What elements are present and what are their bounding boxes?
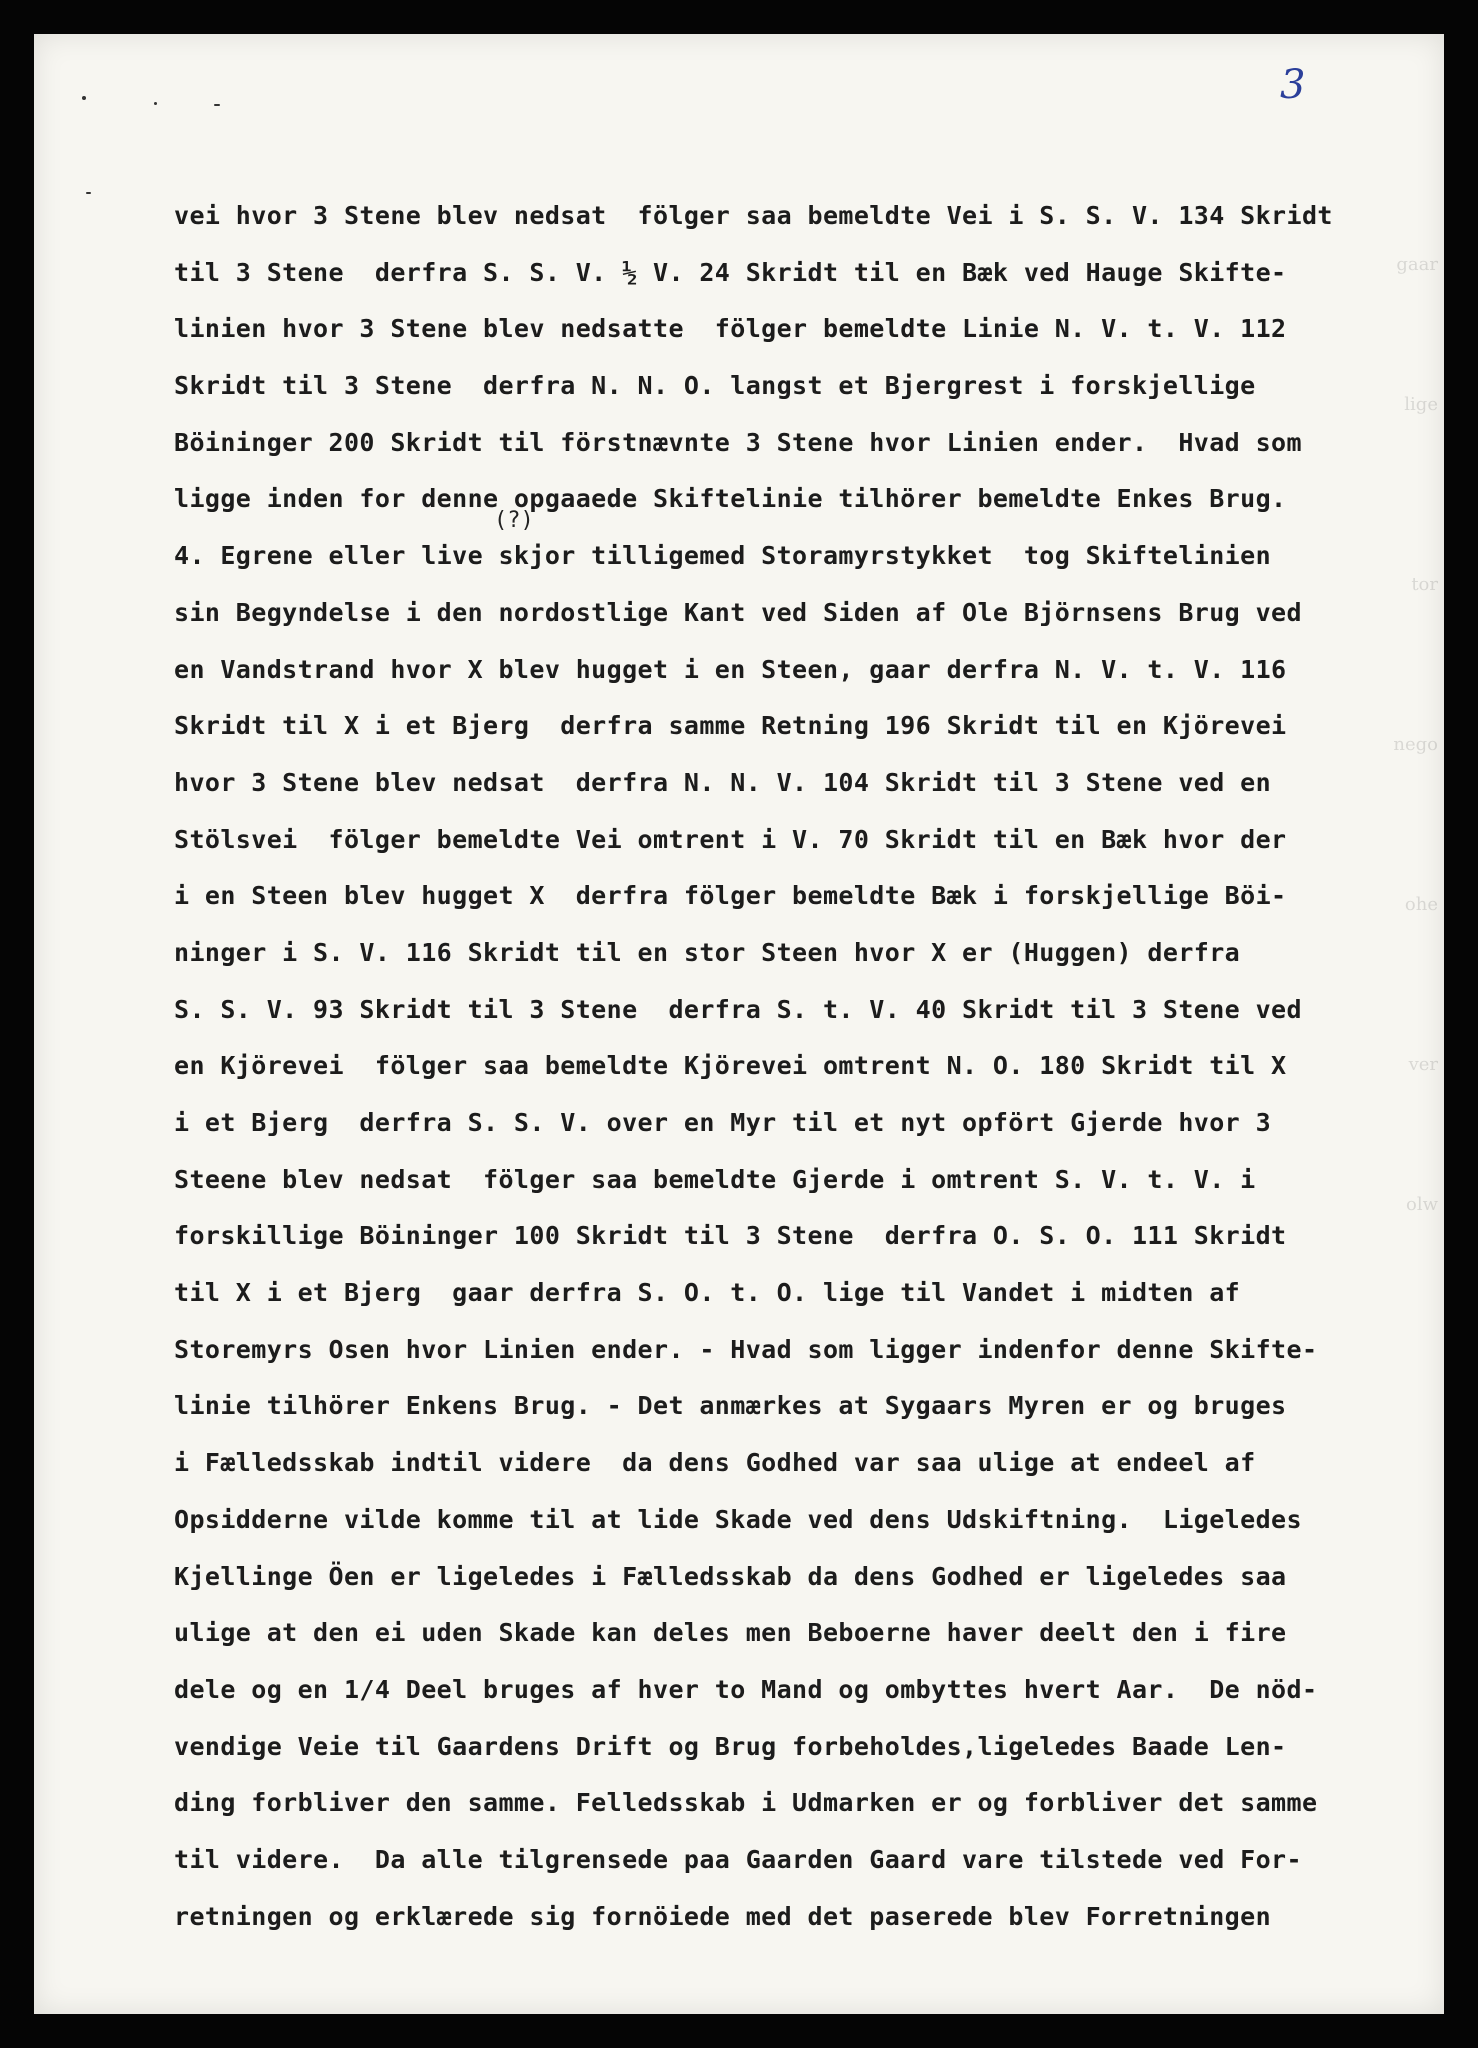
- bleed-mark: tor: [1411, 574, 1438, 595]
- text-line: vendige Veie til Gaardens Drift og Brug forbeholdes,ligeledes Baade Len-: [174, 1731, 1287, 1761]
- text-line: til videre. Da alle tilgrensede paa Gaarden Gaard vare tilstede ved For-: [174, 1844, 1302, 1874]
- text-line: Opsidderne vilde komme til at lide Skade ved dens Udskiftning. Ligeledes: [174, 1504, 1302, 1534]
- text-line: linie tilhörer Enkens Brug. - Det anmærkes at Sygaars Myren er og bruges: [174, 1391, 1287, 1421]
- text-line: dele og en 1/4 Deel bruges af hver to Mand og ombyttes hvert Aar. De nöd-: [174, 1674, 1318, 1704]
- text-line: sin Begyndelse i den nordostlige Kant ved Siden af Ole Björnsens Brug ved: [174, 597, 1302, 627]
- document-page: [34, 34, 1444, 2014]
- text-line: ulige at den ei uden Skade kan deles men Beboerne haver deelt den i fire: [174, 1618, 1287, 1648]
- text-line: til 3 Stene derfra S. S. V. ½ V. 24 Skridt til en Bæk ved Hauge Skifte-: [174, 257, 1287, 287]
- text-line: S. S. V. 93 Skridt til 3 Stene derfra S. t. V. 40 Skridt til 3 Stene ved: [174, 994, 1302, 1024]
- text-line: Skridt til 3 Stene derfra N. N. O. langst et Bjergrest i forskjellige: [174, 371, 1256, 401]
- text-line: vei hvor 3 Stene blev nedsat fölger saa bemeldte Vei i S. S. V. 134 Skridt: [174, 201, 1333, 230]
- text-line: Stölsvei fölger bemeldte Vei omtrent i V. 70 Skridt til en Bæk hvor der: [174, 824, 1287, 854]
- bleed-mark: ohe: [1404, 894, 1438, 915]
- text-line: i et Bjerg derfra S. S. V. over en Myr til et nyt opfört Gjerde hvor 3: [174, 1108, 1272, 1137]
- text-line: Kjellinge Öen er ligeledes i Fælledsskab da dens Godhed er ligeledes saa: [174, 1561, 1287, 1591]
- bleed-mark: olw: [1405, 1194, 1438, 1215]
- page-number: 3: [1280, 62, 1306, 108]
- text-line: forskillige Böininger 100 Skridt til 3 Stene derfra O. S. O. 111 Skridt: [174, 1221, 1287, 1251]
- bleed-mark: lige: [1404, 394, 1438, 415]
- speck: [214, 104, 220, 106]
- text-line: Storemyrs Osen hvor Linien ender. - Hvad som ligger indenfor denne Skifte-: [174, 1334, 1318, 1364]
- text-line: ninger i S. V. 116 Skridt til en stor Steen hvor X er (Huggen) derfra: [174, 937, 1241, 967]
- text-line: 4. Egrene eller live skjor tilligemed Storamyrstykket tog Skiftelinien: [174, 541, 1272, 571]
- text-line: linien hvor 3 Stene blev nedsatte fölger bemeldte Linie N. V. t. V. 112: [174, 314, 1287, 344]
- text-line: en Vandstrand hvor X blev hugget i en Steen, gaar derfra N. V. t. V. 116: [174, 654, 1287, 684]
- text-line: i Fælledsskab indtil videre da dens Godhed var saa ulige at endeel af: [174, 1448, 1256, 1478]
- handwritten-annotation: (?): [494, 508, 534, 533]
- text-line: i en Steen blev hugget X derfra fölger bemeldte Bæk i forskjellige Böi-: [174, 881, 1287, 911]
- text-line: retningen og erklærede sig fornöiede med det paserede blev Forretningen: [174, 1901, 1272, 1931]
- text-line: Böininger 200 Skridt til förstnævnte 3 Stene hvor Linien ender. Hvad som: [174, 427, 1302, 457]
- text-line: hvor 3 Stene blev nedsat derfra N. N. V. 104 Skridt til 3 Stene ved en: [174, 767, 1272, 797]
- text-line: ding forbliver den samme. Felledsskab i Udmarken er og forbliver det samme: [174, 1788, 1318, 1818]
- text-line: Skridt til X i et Bjerg derfra samme Retning 196 Skridt til en Kjörevei: [174, 711, 1287, 741]
- bleed-mark: gaar: [1396, 254, 1438, 275]
- bleed-mark: ver: [1408, 1054, 1438, 1075]
- text-line: Steene blev nedsat fölger saa bemeldte Gjerde i omtrent S. V. t. V. i: [174, 1164, 1256, 1194]
- text-line: til X i et Bjerg gaar derfra S. O. t. O. lige til Vandet i midten af: [174, 1278, 1241, 1308]
- bleed-mark: nego: [1393, 734, 1438, 755]
- typed-text-body: [174, 188, 1442, 1945]
- speck: [86, 192, 91, 194]
- speck: [154, 102, 157, 105]
- speck: [82, 96, 86, 100]
- text-line: ligge inden for denne opgaaede Skiftelinie tilhörer bemeldte Enkes Brug.: [174, 484, 1287, 514]
- text-line: en Kjörevei fölger saa bemeldte Kjörevei omtrent N. O. 180 Skridt til X: [174, 1051, 1287, 1081]
